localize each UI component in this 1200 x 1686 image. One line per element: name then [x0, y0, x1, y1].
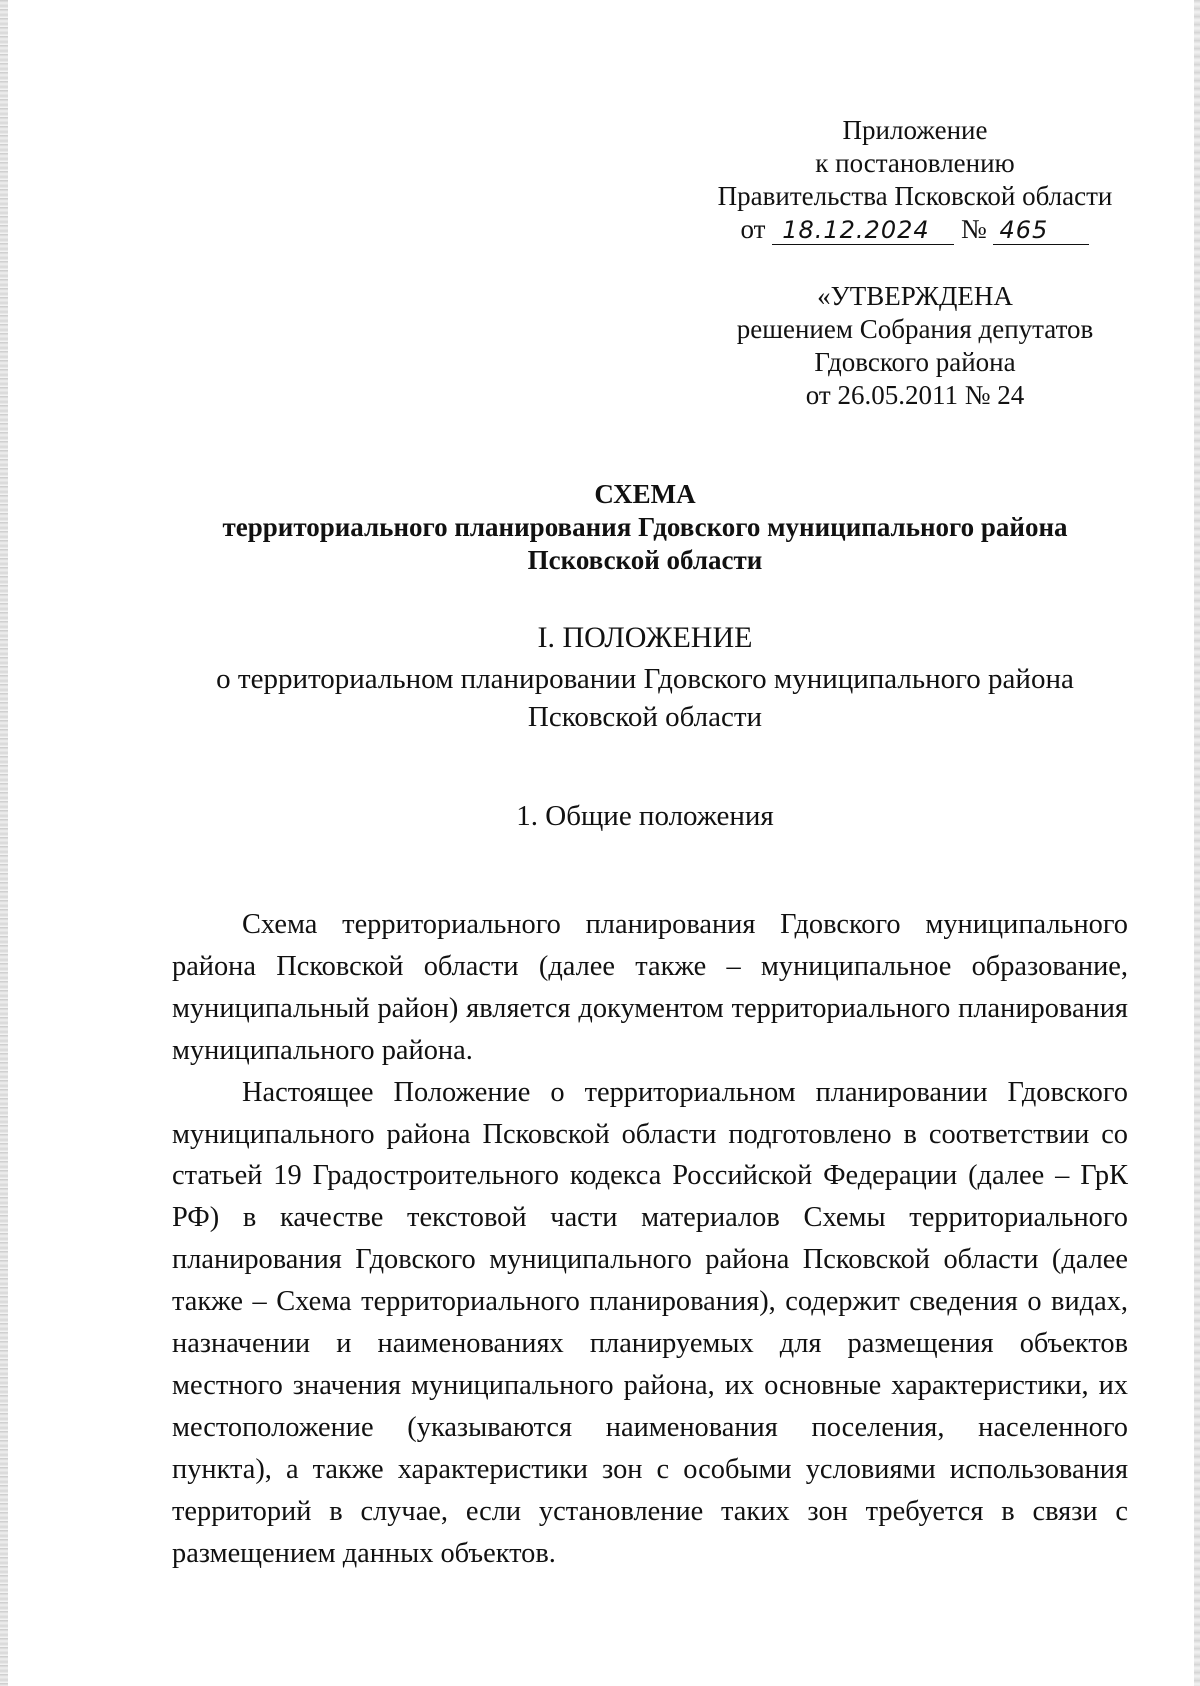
section-heading: I. ПОЛОЖЕНИЕ: [537, 621, 753, 654]
paragraph-1: Схема территориального планирования Гдовского муниципального района Псковской области (далее также – муниципальное образование, муниципальный район) является документом территориального планирования муниципального района.: [172, 909, 1128, 1066]
handwritten-date: 18.12.2024: [772, 216, 954, 245]
subsection-heading: 1. Общие положения: [516, 800, 774, 832]
section-subtitle-line-1: о территориальном планировании Гдовского муниципального района: [216, 663, 1074, 695]
date-prefix: от: [740, 214, 766, 244]
appendix-line-1: Приложение: [842, 115, 988, 145]
paragraph-2: Настоящее Положение о территориальном планировании Гдовского муниципального района Псковской области подготовлено в соответствии со статьей 19 Градостроительного кодекса Российской Федерации (далее – ГрК РФ) в качестве текстовой части материалов Схемы территориального планирования Гдовского муниципального района Псковской области (далее также – Схема территориального планирования), содержит сведения о видах, назначении и наименованиях планируемых для размещения объектов местного значения муниципального района, их основные характеристики, их местоположение (указываются наименования поселения, населенного пункта), а также характеристики зон с особыми условиями использования территорий в случае, если установление таких зон требуется в связи с размещением данных объектов.: [172, 1076, 1128, 1569]
appendix-line-2: к постановлению: [815, 148, 1015, 178]
title-line-3: Псковской области: [527, 545, 763, 575]
approval-line-1: «УТВЕРЖДЕНА: [817, 281, 1013, 311]
scan-edge-left: [0, 0, 8, 1686]
approval-block: [700, 280, 1130, 412]
body-text: [172, 904, 1128, 1575]
appendix-header: [680, 114, 1150, 246]
section-subtitle: [100, 660, 1190, 736]
number-sign: №: [960, 214, 987, 244]
handwritten-number: 465: [993, 216, 1089, 245]
approval-line-3: Гдовского района: [814, 347, 1016, 377]
title-line-2: территориального планирования Гдовского муниципального района: [222, 512, 1068, 542]
approval-line-4: от 26.05.2011 № 24: [805, 380, 1025, 410]
appendix-date-number-row: [680, 213, 1150, 246]
section-subtitle-line-2: Псковской области: [527, 701, 763, 733]
appendix-line-3: Правительства Псковской области: [717, 181, 1113, 211]
scan-edge-right: [1194, 0, 1200, 1686]
document-title: [100, 478, 1190, 577]
approval-line-2: решением Собрания депутатов: [736, 314, 1094, 344]
title-line-1: СХЕМА: [594, 479, 696, 509]
